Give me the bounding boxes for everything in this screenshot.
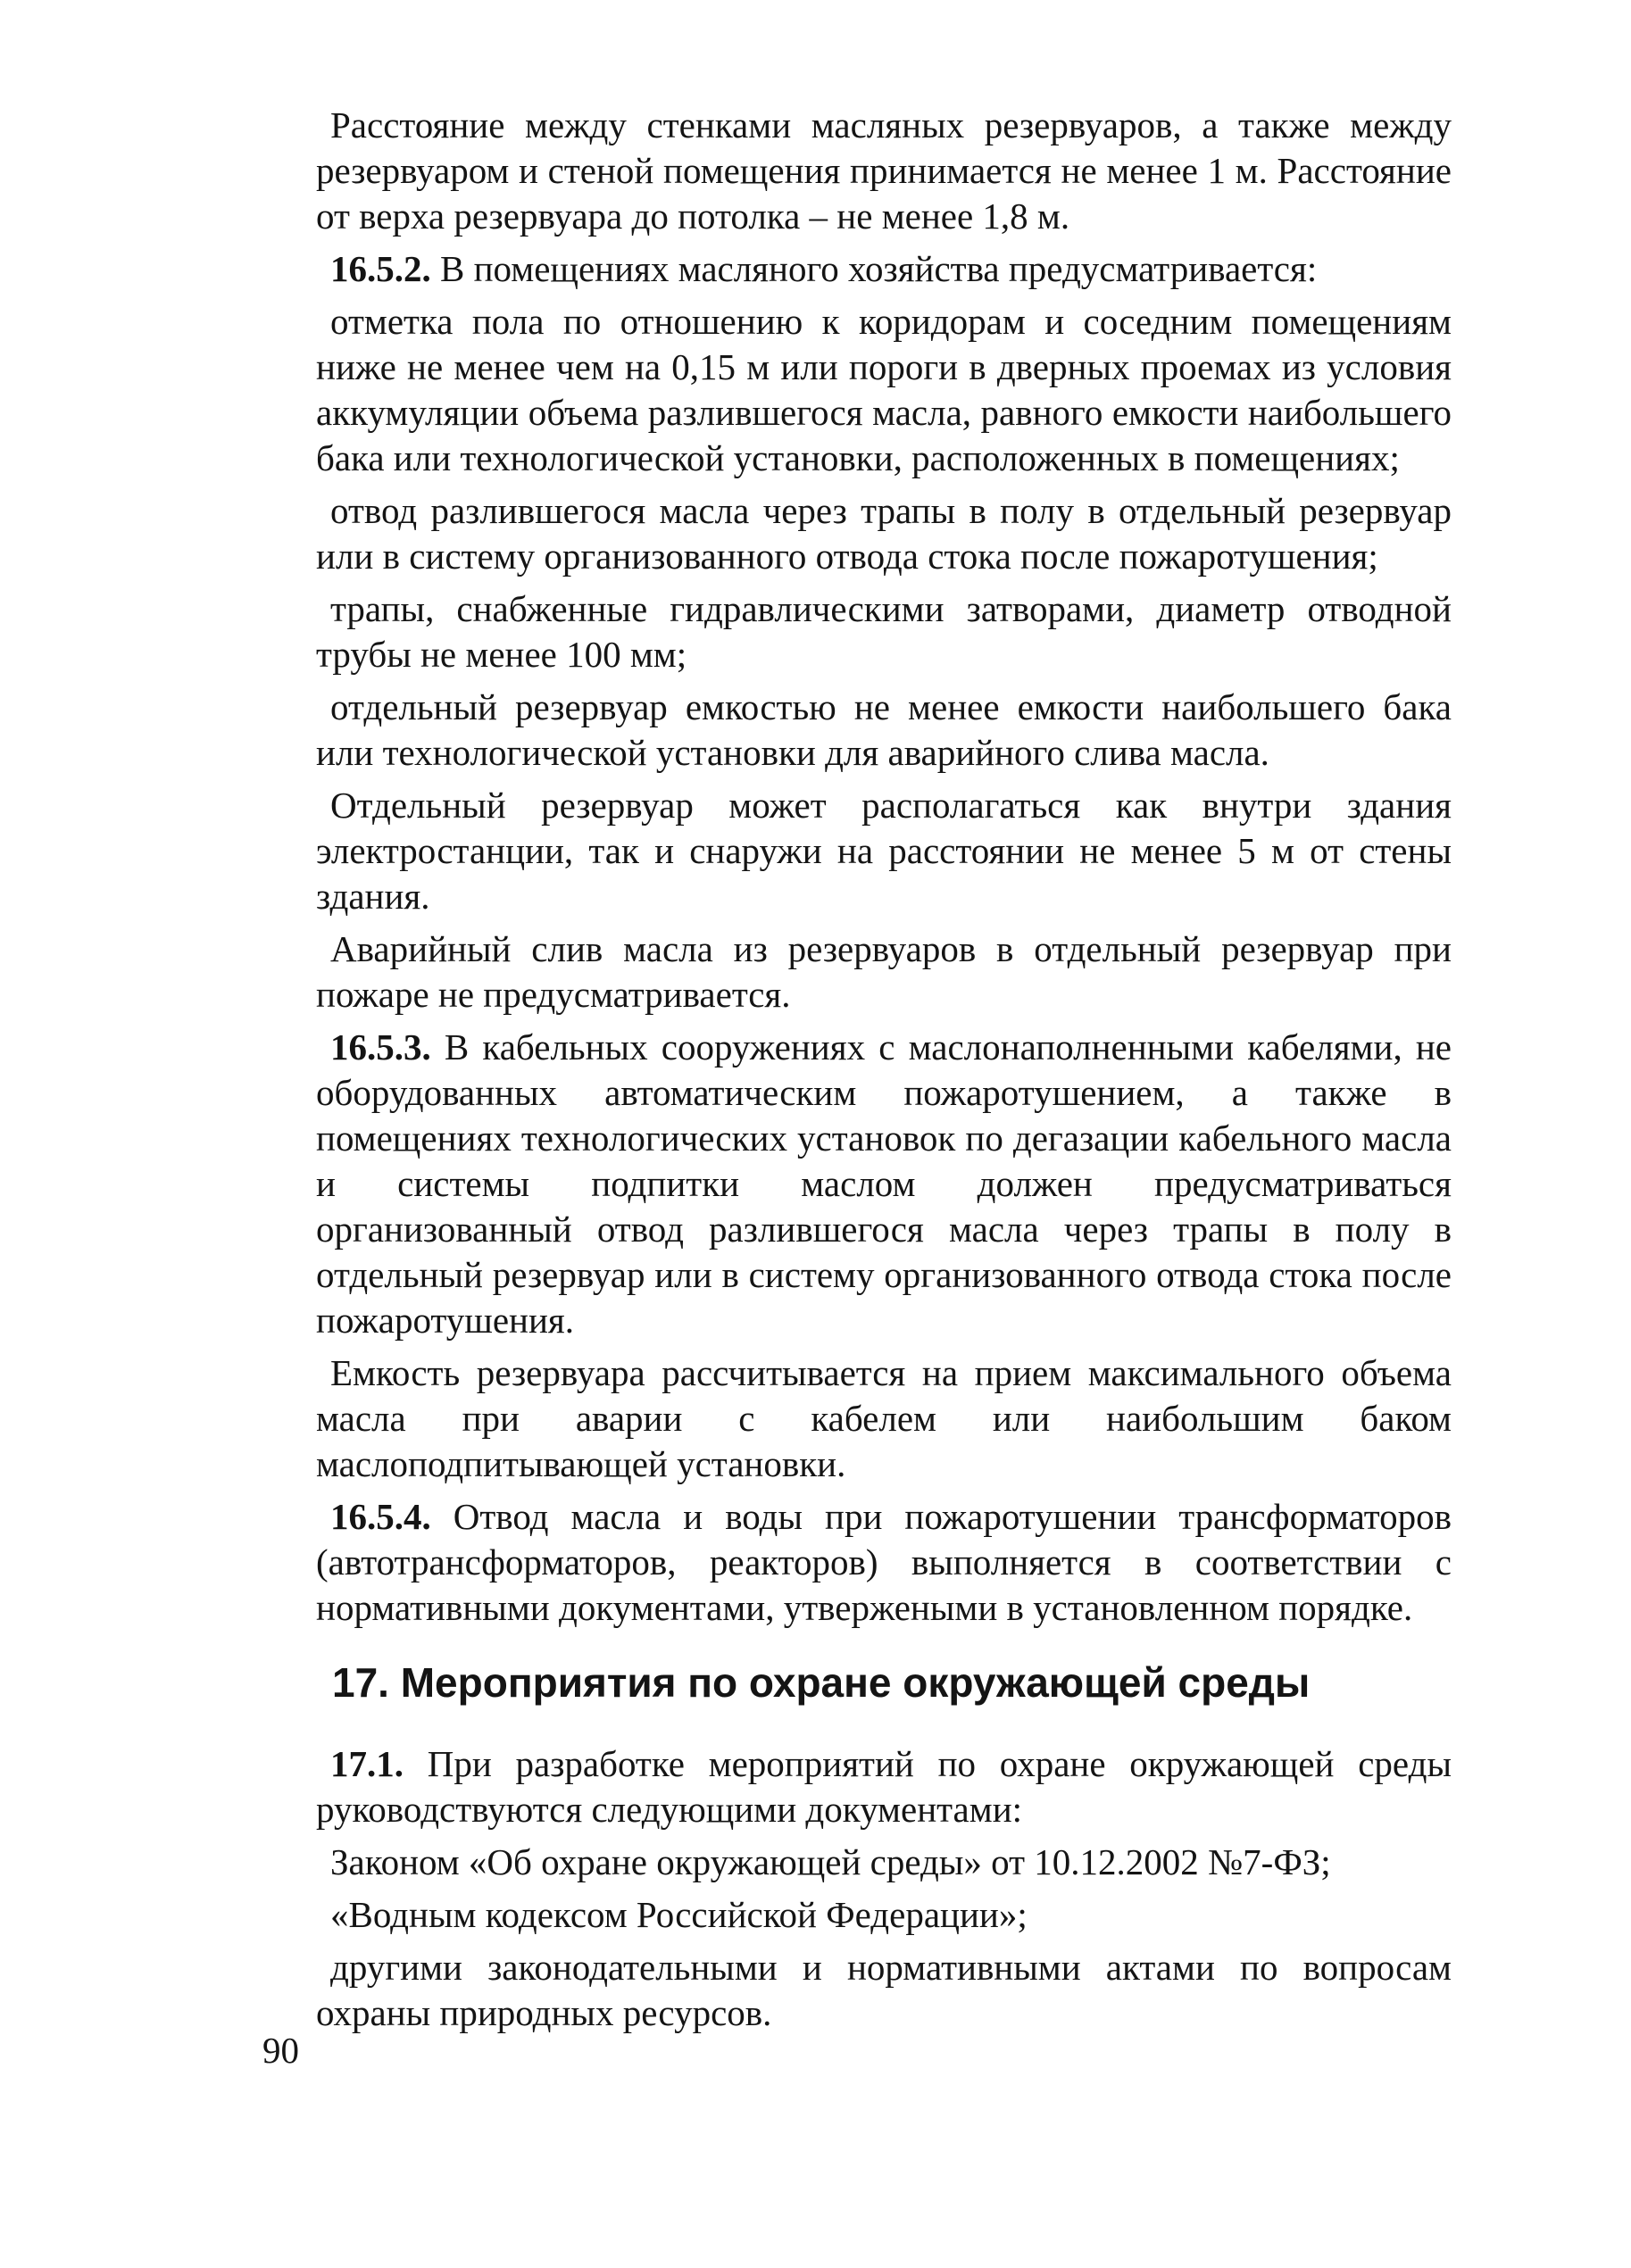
paragraph-other-acts-item	[316, 1945, 1452, 2036]
clause-number: 16.5.3.	[330, 1026, 431, 1068]
paragraph-text: отдельный резервуар емкостью не менее емкости наибольшего бака или технологической установки для аварийного слива масла.	[316, 686, 1452, 773]
clause-text: При разработке мероприятий по охране окружающей среды руководствуются следующими документами:	[316, 1743, 1452, 1830]
section-heading: 17. Мероприятия по охране окружающей среды	[332, 1659, 1311, 1706]
paragraph-text: трапы, снабженные гидравлическими затворами, диаметр отводной трубы не менее 100 мм;	[316, 588, 1452, 675]
paragraph-text: другими законодательными и нормативными актами по вопросам охраны природных ресурсов.	[316, 1947, 1452, 2033]
paragraph-text: Расстояние между стенками масляных резервуаров, а также между резервуаром и стеной помещения принимается не менее 1 м. Расстояние от верха резервуара до потолка – не менее 1,8 м.	[316, 104, 1452, 237]
clause-number: 16.5.4.	[330, 1496, 431, 1537]
paragraph-law-item	[316, 1840, 1452, 1885]
paragraph-text: отвод разлившегося масла через трапы в полу в отдельный резервуар или в систему организованного отвода стока после пожаротушения;	[316, 490, 1452, 577]
clause-17-1	[316, 1741, 1452, 1832]
clause-16-5-2	[316, 246, 1452, 292]
paragraph-separate-tank	[316, 685, 1452, 776]
paragraph-floor-level	[316, 299, 1452, 481]
paragraph-water-code-item	[316, 1892, 1452, 1938]
clause-text: В помещениях масляного хозяйства предусматривается:	[430, 248, 1318, 289]
clause-16-5-3	[316, 1025, 1452, 1343]
clause-text: В кабельных сооружениях с маслонаполненными кабелями, не оборудованных автоматическим пожаротушением, а также в помещениях технологических установок по дегазации кабельного масла и системы подпитки маслом должен предусматриваться организованный отвод разлившегося масла через трапы в полу в отдельный резервуар или в систему организованного отвода стока после пожаротушения.	[316, 1026, 1452, 1341]
paragraph-text: Законом «Об охране окружающей среды» от 10.12.2002 №7-ФЗ;	[330, 1841, 1331, 1882]
paragraph-emergency-drain	[316, 926, 1452, 1018]
paragraph-tank-location	[316, 783, 1452, 919]
paragraph-text: отметка пола по отношению к коридорам и соседним помещениям ниже не менее чем на 0,15 м или пороги в дверных проемах из условия аккумуляции объема разлившегося масла, равного емкости наибольшего бака или технологической установки, расположенных в помещениях;	[316, 301, 1452, 478]
clause-text: Отвод масла и воды при пожаротушении трансформаторов (автотрансформаторов, реакторов) выполняется в соответствии с нормативными документами, утвержеными в установленном порядке.	[316, 1496, 1452, 1628]
paragraph-text: Отдельный резервуар может располагаться как внутри здания электростанции, так и снаружи на расстоянии не менее 5 м от стены здания.	[316, 785, 1452, 917]
paragraph-tank-distance	[316, 103, 1452, 239]
clause-number: 17.1.	[330, 1743, 404, 1784]
paragraph-tank-capacity	[316, 1350, 1452, 1487]
paragraph-traps	[316, 586, 1452, 677]
paragraph-text: Емкость резервуара рассчитывается на прием максимального объема масла при аварии с кабелем или наибольшим баком маслоподпитывающей установки.	[316, 1352, 1452, 1484]
document-page	[316, 103, 1452, 2043]
paragraph-text: Аварийный слив масла из резервуаров в отдельный резервуар при пожаре не предусматривается.	[316, 928, 1452, 1015]
paragraph-text: «Водным кодексом Российской Федерации»;	[330, 1894, 1028, 1935]
paragraph-oil-drain	[316, 488, 1452, 579]
page-number: 90	[262, 2030, 299, 2071]
clause-number: 16.5.2.	[330, 248, 431, 289]
clause-16-5-4	[316, 1494, 1452, 1631]
